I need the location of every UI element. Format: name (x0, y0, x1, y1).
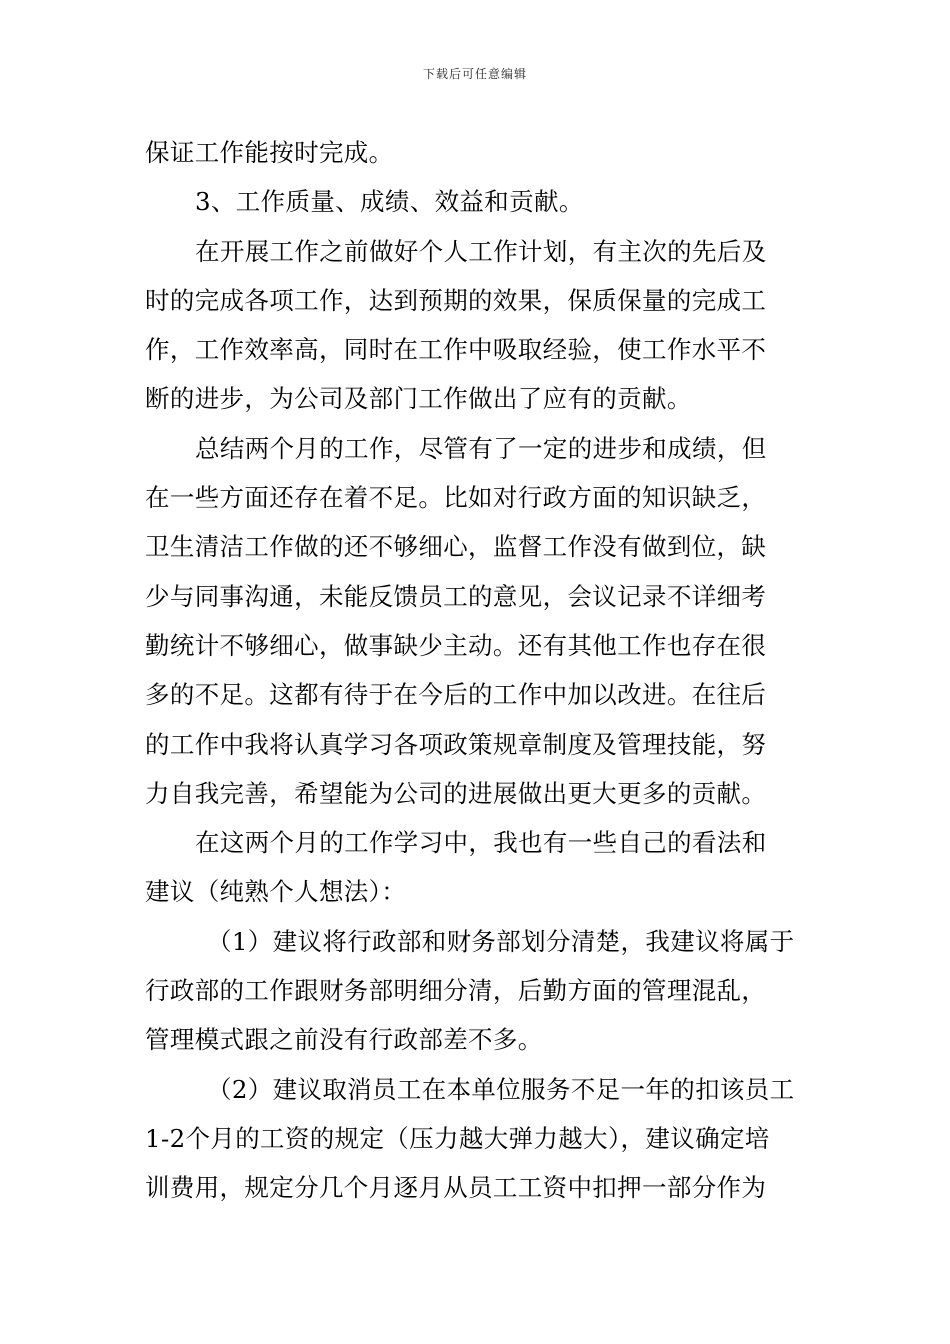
text-line: 作，工作效率高，同时在工作中吸取经验，使工作水平不 (145, 335, 767, 365)
text-line: 在一些方面还存在着不足。比如对行政方面的知识缺乏， (145, 483, 767, 513)
text-line: 建议（纯熟个人想法）： (145, 877, 407, 907)
text-line: 多的不足。这都有待于在今后的工作中加以改进。在往后 (145, 680, 767, 710)
text-line: 时的完成各项工作，达到预期的效果，保质保量的完成工 (145, 285, 767, 315)
text-line: 保证工作能按时完成。 (145, 138, 394, 167)
text-line: 在开展工作之前做好个人工作计划，有主次的先后及 (195, 236, 767, 266)
text-line: 断的进步，为公司及部门工作做出了应有的贡献。 (145, 384, 692, 414)
list-item: （1）建议将行政部和财务部划分清楚，我建议将属于 (207, 926, 795, 956)
text-line: 卫生清洁工作做的还不够细心，监督工作没有做到位，缺 (145, 532, 767, 562)
list-item: （2）建议取消员工在本单位服务不足一年的扣该员工 (207, 1074, 795, 1104)
page-header: 下载后可任意编辑 (422, 67, 527, 81)
text-line: 1-2个月的工资的规定（压力越大弹力越大），建议确定培 (145, 1123, 770, 1153)
text-line: 少与同事沟通，未能反馈员工的意见，会议记录不详细考 (145, 581, 767, 611)
text-line: 的工作中我将认真学习各项政策规章制度及管理技能，努 (145, 729, 767, 759)
text-line: 总结两个月的工作，尽管有了一定的进步和成绩，但 (195, 433, 767, 463)
text-line: 训费用，规定分几个月逐月从员工工资中扣押一部分作为 (145, 1173, 767, 1203)
section-heading: 3、工作质量、成绩、效益和贡献。 (195, 187, 584, 217)
text-line: 力自我完善，希望能为公司的进展做出更大更多的贡献。 (145, 778, 767, 808)
text-line: 管理模式跟之前没有行政部差不多。 (145, 1025, 543, 1055)
text-line: 行政部的工作跟财务部明细分清，后勤方面的管理混乱， (145, 976, 767, 1006)
text-line: 在这两个月的工作学习中，我也有一些自己的看法和 (195, 828, 767, 858)
text-line: 勤统计不够细心，做事缺少主动。还有其他工作也存在很 (145, 630, 767, 660)
document-body (145, 128, 815, 1213)
